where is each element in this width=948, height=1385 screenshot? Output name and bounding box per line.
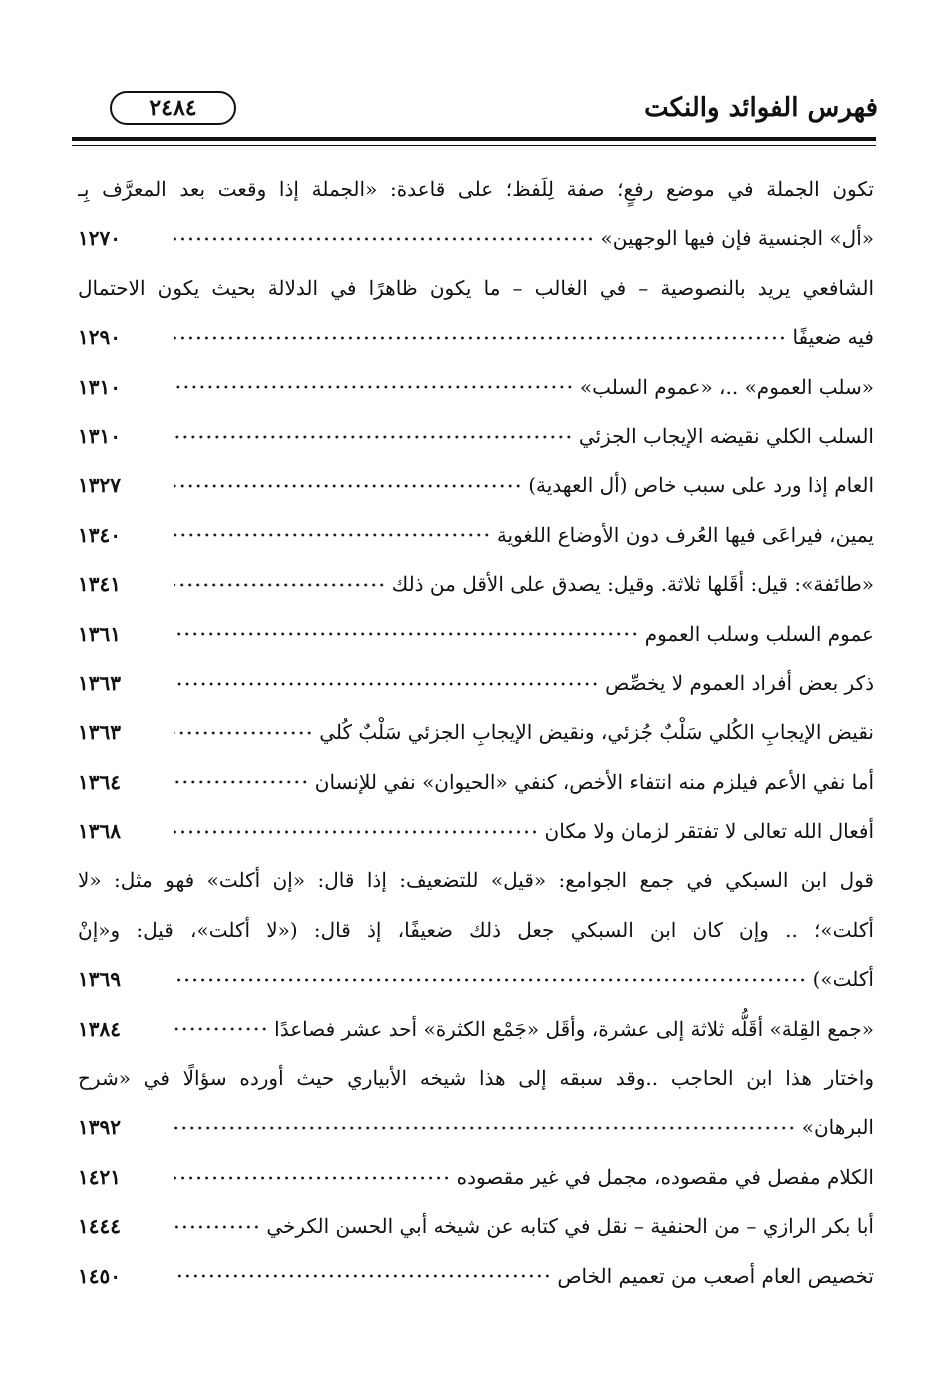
entry-page-number: ١٣٨٤: [78, 1016, 121, 1041]
index-entry-line: [78, 363, 874, 412]
index-entry-line: [78, 1202, 874, 1251]
dot-leader: [174, 382, 574, 392]
entry-text: قول ابن السبكي في جمع الجوامع: «قيل» للتضعيف: إذا قال: «إن أكلت» فهو مثل: «لا: [78, 868, 874, 893]
dot-leader: [174, 827, 539, 837]
entry-text: أكلت»): [812, 967, 874, 992]
dot-leader: [174, 1222, 260, 1232]
entry-text: الشافعي يريد بالنصوصية – في الغالب – ما يكون ظاهرًا في الدلالة بحيث يكون الاحتمال: [78, 275, 874, 300]
entry-text: «سلب العموم» ..، «عموم السلب»: [579, 374, 874, 399]
dot-leader: [174, 333, 786, 343]
index-entry-line: [78, 955, 874, 1004]
entry-text: أفعال الله تعالى لا تفتقر لزمان ولا مكان: [544, 819, 874, 844]
dot-leader: [174, 728, 313, 738]
entry-text: واختار هذا ابن الحاجب ..وقد سبقه إلى هذا شيخه الأبياري حيث أورده سؤالًا في «شرح: [78, 1066, 874, 1091]
entry-page-number: ١٣٤١: [78, 572, 121, 597]
page-number-badge: ٢٤٨٤: [110, 91, 236, 125]
index-entry-line: [78, 610, 874, 659]
dot-leader: [174, 1271, 551, 1281]
entry-text: العام إذا ورد على سبب خاص (أل العهدية): [528, 473, 874, 498]
dot-leader: [174, 679, 599, 689]
entry-page-number: ١٣٩٢: [78, 1115, 121, 1140]
index-entry-line: [78, 856, 874, 905]
index-entry-line: [78, 659, 874, 708]
page-title: فهرس الفوائد والنكت: [644, 93, 878, 123]
index-list: [78, 165, 874, 1301]
entry-text: يمين، فيراعَى فيها العُرف دون الأوضاع اللغوية: [496, 522, 874, 547]
entry-page-number: ١٣٦٤: [78, 769, 121, 794]
entry-text: نقيض الإيجابِ الكُلي سَلْبٌ جُزئي، ونقيض الإيجابِ الجزئي سَلْبٌ كُلي: [319, 720, 874, 745]
index-entry-line: [78, 758, 874, 807]
dot-leader: [174, 530, 491, 540]
entry-page-number: ١٣٦٨: [78, 819, 121, 844]
index-entry-line: [78, 1054, 874, 1103]
entry-page-number: ١٣٦٣: [78, 720, 121, 745]
index-entry-line: [78, 708, 874, 757]
dot-leader: [174, 1173, 451, 1183]
index-entry-line: [78, 1153, 874, 1202]
index-entry-line: [78, 214, 874, 263]
dot-leader: [174, 432, 573, 442]
entry-text: البرهان»: [801, 1115, 874, 1140]
entry-text: السلب الكلي نقيضه الإيجاب الجزئي: [578, 423, 874, 448]
header-rule-thick: [72, 137, 876, 141]
index-entry-line: [78, 1252, 874, 1301]
entry-page-number: ١٣٢٧: [78, 473, 121, 498]
dot-leader: [174, 481, 522, 491]
entry-page-number: ١٤٤٤: [78, 1214, 121, 1239]
entry-text: أبا بكر الرازي – من الحنفية – نقل في كتابه عن شيخه أبي الحسن الكرخي: [266, 1214, 874, 1239]
entry-text: ذكر بعض أفراد العموم لا يخصِّص: [605, 670, 874, 695]
index-entry-line: [78, 264, 874, 313]
dot-leader: [174, 1024, 268, 1034]
entry-text: تخصيص العام أصعب من تعميم الخاص: [557, 1263, 874, 1288]
entry-text: «طائفة»: قيل: أقَلها ثلاثة. وقيل: يصدق على الأقل من ذلك: [391, 572, 874, 597]
index-entry-line: [78, 1103, 874, 1152]
index-entry-line: [78, 412, 874, 461]
index-entry-line: [78, 313, 874, 362]
entry-page-number: ١٢٩٠: [78, 325, 121, 350]
entry-text: «أل» الجنسية فإن فيها الوجهين»: [600, 226, 874, 251]
entry-text: تكون الجملة في موضع رفعٍ؛ صفة لِلَفظ؛ على قاعدة: «الجملة إذا وقعت بعد المعرَّف بِـ: [78, 177, 874, 201]
dot-leader: [174, 777, 309, 787]
index-entry-line: [78, 560, 874, 609]
dot-leader: [174, 975, 807, 985]
entry-page-number: ١٣١٠: [78, 423, 121, 448]
entry-page-number: ١٣١٠: [78, 374, 121, 399]
entry-page-number: ١٣٦٩: [78, 967, 121, 992]
index-entry-line: [78, 807, 874, 856]
entry-text: أما نفي الأعم فيلزم منه انتفاء الأخص، كنفي «الحيوان» نفي للإنسان: [314, 769, 874, 794]
entry-page-number: ١٣٦٣: [78, 670, 121, 695]
entry-text: «جمع القِلة» أقَلُّه ثلاثة إلى عشرة، وأقَل «جَمْع الكثرة» أحد عشر فصاعدًا: [274, 1016, 874, 1041]
entry-page-number: ١٢٧٠: [78, 226, 121, 251]
dot-leader: [174, 1123, 796, 1133]
index-entry-line: [78, 461, 874, 510]
entry-text: فيه ضعيفًا: [792, 325, 874, 350]
dot-leader: [174, 629, 639, 639]
entry-text: الكلام مفصل في مقصوده، مجمل في غير مقصوده: [456, 1164, 874, 1189]
index-entry-line: [78, 906, 874, 955]
index-entry-line: [78, 1005, 874, 1054]
entry-page-number: ١٤٥٠: [78, 1263, 121, 1288]
entry-text: عموم السلب وسلب العموم: [644, 621, 874, 646]
index-entry-line: [78, 165, 874, 214]
index-entry-line: [78, 511, 874, 560]
dot-leader: [174, 580, 386, 590]
dot-leader: [174, 234, 595, 244]
entry-page-number: ١٤٢١: [78, 1164, 121, 1189]
header-rule-thin: [72, 145, 876, 146]
entry-page-number: ١٣٤٠: [78, 522, 121, 547]
entry-page-number: ١٣٦١: [78, 621, 121, 646]
entry-text: أكلت»؛ .. وإن كان ابن السبكي جعل ذلك ضعيفًا، إذ قال: («لا أكلت»، قيل: و«إنْ: [78, 917, 874, 942]
